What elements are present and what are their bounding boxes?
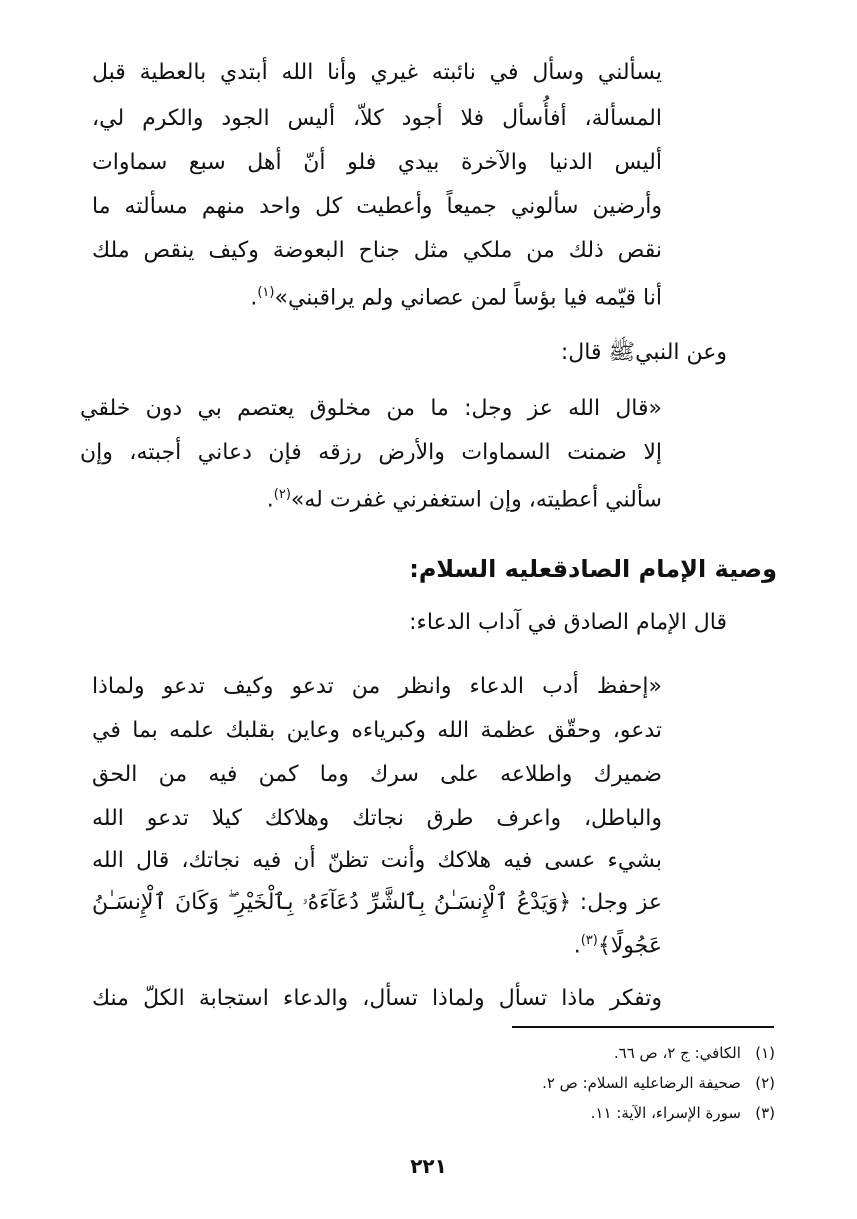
line-end: . [250, 285, 258, 311]
footnote-item [614, 1042, 775, 1064]
text-line: «إحفظ أدب الدعاء وانظر من تدعو وكيف تدعو ولماذا [92, 674, 662, 699]
footnote-divider [512, 1026, 774, 1028]
footnote-ref: (١) [257, 285, 275, 300]
text-line: إلا ضمنت السماوات والأرض رزقه فإن دعاني أجبته، وإن [80, 440, 662, 465]
text-fragment: أنا قيّمه فيا بؤساً لمن عصاني ولم يراقبني» [274, 285, 662, 311]
text-line: تدعو، وحقّق عظمة الله وكبرياءه وعاين بقلبك علمه بما في [92, 718, 662, 743]
text-line: المسألة، أفأُسأل فلا أجود كلاّ، أليس الجود والكرم لي، [92, 106, 662, 131]
text-line: وأرضين سألوني جميعاً وأعطيت كل واحد منهم مسألته ما [92, 194, 662, 219]
footnote-item [591, 1102, 775, 1124]
intro-line: قال الإمام الصادق في آداب الدعاء: [409, 610, 727, 635]
footnote-num: (٢) [755, 1074, 775, 1092]
footnote-num: (١) [755, 1044, 775, 1062]
text-line: ضميرك واطلاعه على سرك وما كمن فيه من الحق [92, 762, 662, 787]
text-line [92, 278, 662, 313]
text-line: «قال الله عز وجل: ما من مخلوق يعتصم بي دون خلقي [80, 396, 662, 421]
intro-line: وعن النبيﷺ قال: [560, 340, 727, 365]
page-number: ٢٢١ [410, 1154, 447, 1178]
footnote-ref: (٢) [273, 487, 291, 502]
text-line: بشيء عسى فيه هلاكك وأنت تظنّ أن فيه نجاتك، قال الله [92, 848, 662, 873]
line-end: . [266, 487, 274, 513]
text-line [92, 926, 662, 961]
line-end: . [573, 933, 581, 959]
footnote-text: سورة الإسراء، الآية: ١١. [590, 1104, 741, 1122]
text-fragment: سألني أعطيته، وإن استغفرني غفرت له» [290, 487, 662, 513]
text-fragment: عَجُولًا﴾ [597, 933, 662, 959]
footnote-text: صحيفة الرضاعليه السلام: ص ٢. [542, 1074, 741, 1092]
paragraph-line: وتفكر ماذا تسأل ولماذا تسأل، والدعاء استجابة الكلّ منك [92, 986, 662, 1011]
footnote-ref: (٣) [580, 933, 598, 948]
text-line: يسألني وسأل في نائبته غيري وأنا الله أبتدي بالعطية قبل [92, 60, 662, 85]
section-heading: وصية الإمام الصادقعليه السلام: [409, 555, 777, 583]
footnote-text: الكافي: ج ٢، ص ٦٦. [613, 1044, 741, 1062]
text-line: عز وجل: ﴿وَيَدْعُ ٱلْإِنسَـٰنُ بِٱلشَّرِّ دُعَآءَهُۥ بِٱلْخَيْرِ ۖ وَكَانَ ٱلْإِنسَـٰنُ [92, 890, 662, 915]
text-line: أليس الدنيا والآخرة بيدي فلو أنّ أهل سبع سماوات [92, 150, 662, 175]
footnote-num: (٣) [755, 1104, 775, 1122]
text-line: والباطل، واعرف طرق نجاتك وهلاكك كيلا تدعو الله [92, 806, 662, 831]
text-line: نقص ذلك من ملكي مثل جناح البعوضة وكيف ينقص ملك [92, 238, 662, 263]
footnote-item [542, 1072, 775, 1094]
text-line [80, 480, 662, 515]
